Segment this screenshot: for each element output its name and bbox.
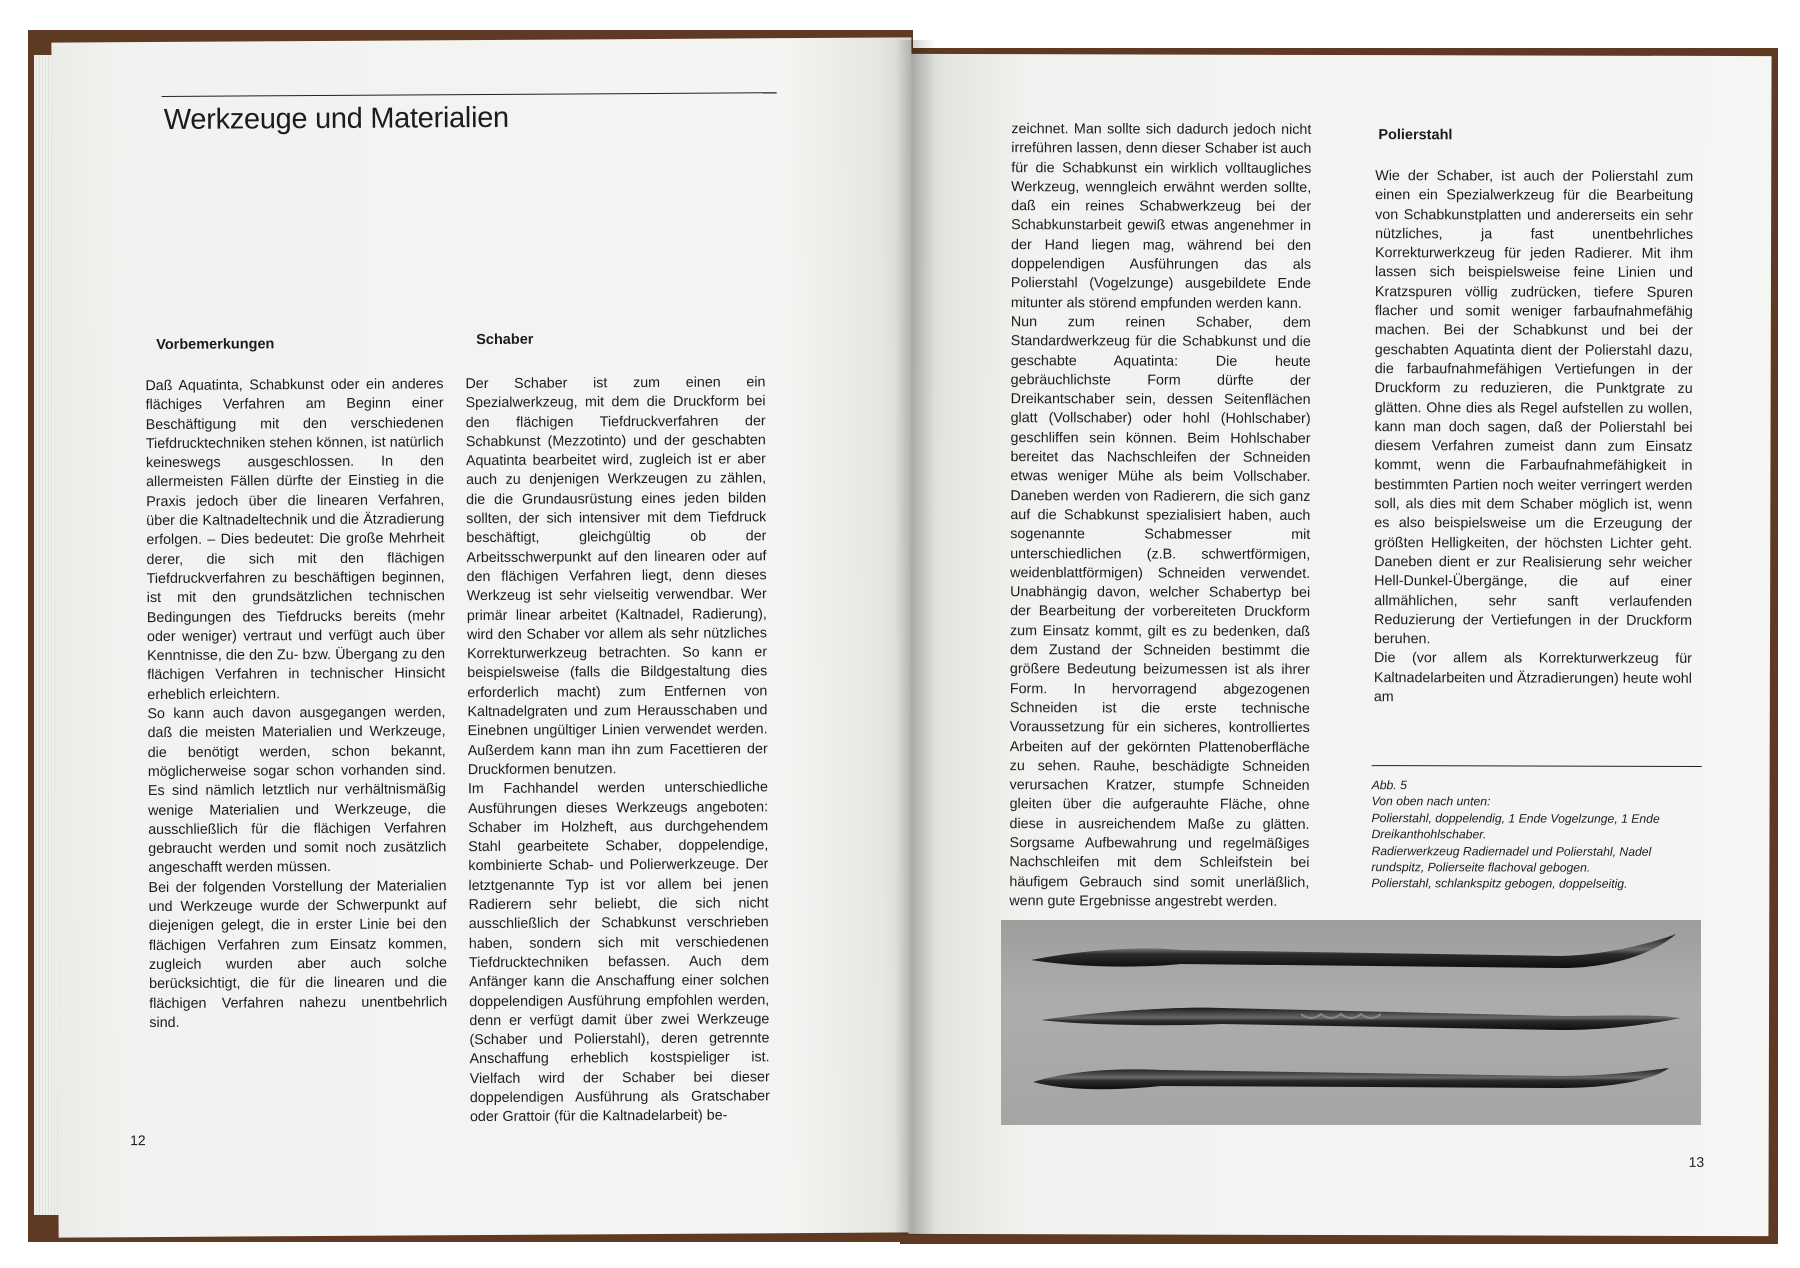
- page-number: 12: [130, 1132, 146, 1149]
- tool-polierstahl-schlankspitz: [1033, 1068, 1669, 1089]
- paragraph: zeichnet. Man sollte sich dadurch jedoch nicht irreführen lassen, denn dieser Schaber ist auch für die Schabkunst ein wirklich volltaugliches Werkzeug, wenngleich erwähnt werden sollte, daß ein reines Schabwerkzeug bei der Schabkunstarbeit gewiß etwas angenehmer in der Hand liegen mag, während bei den doppelendigen Ausführungen das als Polierstahl (Vogelzunge) ausgebildete Ende mitunter als störend empfunden werden kann.: [1010, 121, 1312, 312]
- top-rule: [162, 92, 777, 97]
- page-number: 13: [1688, 1153, 1705, 1170]
- caption-line: Polierstahl, schlankspitz gebogen, doppelseitig.: [1371, 876, 1628, 892]
- tools-photograph: [1001, 920, 1701, 1125]
- caption-rule: [1372, 765, 1702, 767]
- text-column-vorbemerkungen: [145, 375, 447, 1033]
- caption-line: Von oben nach unten:: [1371, 794, 1491, 809]
- figure-caption: [1371, 777, 1701, 893]
- paragraph: Nun zum reinen Schaber, dem Standardwerkzeug für die Schabkunst und die geschabte Aquatinta: Die heute gebräuchlichste Form dürfte der Dreikantschaber sein, dessen Seitenflächen glatt (Vollschaber) oder hohl (Hohlschaber) geschliffen sein können. Beim Hohlschaber bereitet das Nachschleifen der Schneiden etwas weniger Mühe als beim Vollschaber. Daneben werden von Radierern, die sich ganz auf die Schabkunst spezialisiert haben, auch sogenannte Schabmesser mit unterschiedlichen (z.B. schwertförmigen, weidenblattförmigen) Schneiden verwendet. Unabhängig davon, welcher Schabertyp bei der Bearbeitung der vorbereiteten Druckform zum Einsatz kommt, gilt es zu bedenken, daß dem Zustand der Schneiden bestimmt die größere Bedeutung beizumessen ist als ihrer Form. In hervorragend abgezogenen Schneiden ist die erste technische Voraussetzung für ein sicheres, kontrolliertes Arbeiten auf der gekörnten Plattenoberfläche zu sehen. Rauhe, beschädigte Schneiden verursachen Kratzer, stumpfe Schneiden gleiten über die aufgerauhte Fläche, ohne diese in ausreichendem Maße zu glätten. Sorgsame Aufbewahrung und regelmäßiges Nachschleifen mit dem Schleifstein bei häufigem Gebrauch sind somit unerläßlich, wenn gute Ergebnisse angestrebt werden.: [1009, 314, 1311, 910]
- left-page: [51, 37, 918, 1237]
- tool-radierwerkzeug: [1041, 1008, 1681, 1030]
- tool-polierstahl-doppelendig: [1031, 934, 1676, 968]
- section-heading-schaber: Schaber: [476, 331, 534, 349]
- section-heading-polierstahl: Polierstahl: [1378, 127, 1453, 144]
- caption-label: Abb. 5: [1371, 778, 1407, 793]
- caption-line: Polierstahl, doppelendig, 1 Ende Vogelzunge, 1 Ende Dreikanthohlschaber.: [1371, 810, 1660, 842]
- text-column-continued: [1009, 120, 1311, 912]
- paragraph: Daß Aquatinta, Schabkunst oder ein anderes flächiges Verfahren am Beginn einer Beschäftigung mit den verschiedenen Tiefdrucktechniken stehen können, ist natürlich keineswegs ausgeschlossen. In den allermeisten Fällen dürfte der Einstieg in die Praxis jedoch über die linearen Verfahren, über die Kaltnadeltechnik und die Ätzradierung erfolgen. – Dies bedeutet: Die große Mehrheit derer, die sich mit den flächigen Tiefdruckverfahren zu beschäftigen beginnen, ist mit den grundsätzlichen technischen Bedingungen des Tiefdrucks bereits (mehr oder weniger) vertraut und verfügt auch über Kenntnisse, die den Zu- bzw. Übergang zu den flächigen Verfahren in technischer Hinsicht erheblich erleichtern.: [145, 376, 446, 703]
- paragraph: So kann auch davon ausgegangen werden, daß die meisten Materialien und Werkzeuge, die benötigt werden, schon bekannt, möglicherweise sogar schon vorhanden sind. Es sind nämlich letztlich nur verhältnismäßig wenige Materialien und Werkzeuge, die ausschließlich für die flächigen Verfahren gebraucht werden und somit noch zusätzlich angeschafft werden müssen.: [147, 704, 447, 877]
- paragraph: Bei der folgenden Vorstellung der Materialien und Werkzeuge wurde der Schwerpunkt auf diejenigen gelegt, die in erster Linie bei den flächigen Verfahren zum Einsatz kommen, zugleich wurden aber auch solche berücksichtigt, die für die linearen und die flächigen Verfahren nahezu unentbehrlich sind.: [148, 877, 448, 1031]
- text-column-polierstahl: [1374, 167, 1693, 708]
- paragraph: Der Schaber ist zum einen ein Spezialwerkzeug, mit dem die Druckform bei den flächigen Tiefdruckverfahren der Schabkunst (Mezzotinto) und der geschabten Aquatinta bearbeitet wird, zugleich ist er aber auch zu denjenigen Werkzeugen zu zählen, die die Grundausrüstung eines jeden bilden sollten, der sich intensiver mit dem Tiefdruck beschäftigt, gleichgültig ob der Arbeitsschwerpunkt auf den linearen oder auf den flächigen Verfahren liegt, denn dieses Werkzeug ist sehr vielseitig verwendbar. Wer primär linear arbeitet (Kaltnadel, Radierung), wird den Schaber vor allem als sehr nützliches Korrekturwerkzeug betrachten. So kann er beispielsweise (falls die Bildgestaltung dies erforderlich macht) zum Entfernen von Kaltnadelgraten und zum Herausschaben und Einebnen ungültiger Linien verwendet werden. Außerdem kann man ihn zum Facettieren der Druckformen benutzen.: [465, 374, 768, 779]
- paragraph: Die (vor allem als Korrekturwerkzeug für Kaltnadelarbeiten und Ätzradierungen) heute wohl am: [1373, 650, 1692, 706]
- tools-illustration: [1001, 920, 1701, 1125]
- chapter-title: Werkzeuge und Materialien: [163, 101, 509, 136]
- text-column-schaber: [465, 373, 770, 1127]
- spine-shadow: [895, 40, 935, 1235]
- paragraph: Wie der Schaber, ist auch der Polierstahl zum einen ein Spezialwerkzeug für die Bearbeitung von Schabkunstplatten und andererseits ein sehr nützliches, ja fast unentbehrliches Korrekturwerkzeug für jeden Radierer. Mit ihm lassen sich beispielsweise feine Linien und Kratzspuren völlig zudrücken, tiefere Spuren flacher und somit weniger farbaufnahmefähig machen. Bei der Schabkunst und bei der geschabten Aquatinta dient der Polierstahl dazu, die farbaufnahmefähigen Vertiefungen in der Druckform zu reduzieren, die Punktgrate zu glätten. Ohne dies als Regel aufstellen zu wollen, kann man doch sagen, daß der Polierstahl bei diesem Verfahren zumeist dann zum Einsatz kommt, wenn die Farbaufnahmefähigkeit in bestimmten Partien noch weiter verringert werden soll, als dies mit dem Schaber möglich ist, wenn es also beispielsweise um die Erzeugung der größten Helligkeiten, der höchsten Lichter geht. Daneben dient er zur Realisierung sehr weicher Hell-Dunkel-Übergänge, die auf einer allmählichen, sehr sanft verlaufenden Reduzierung der Vertiefungen in der Druckform beruhen.: [1373, 168, 1694, 648]
- caption-line: Radierwerkzeug Radiernadel und Polierstahl, Nadel rundspitz, Polierseite flachoval gebogen.: [1371, 843, 1652, 875]
- section-heading-vorbemerkungen: Vorbemerkungen: [156, 336, 275, 354]
- paragraph: Im Fachhandel werden unterschiedliche Ausführungen dieses Werkzeugs angeboten: Schaber im Holzheft, aus durchgehendem Stahl gearbeitete Schaber, doppelendige, kombinierte Schab- und Polierwerkzeuge. Der letztgenannte Typ ist vor allem bei jenen Radierern sehr beliebt, die sich nicht ausschließlich der Schabkunst verschrieben haben, sondern sich mit verschiedenen Tiefdrucktechniken befassen. Auch dem Anfänger kann die Anschaffung einer solchen doppelendigen Ausführung empfohlen werden, denn er verfügt damit über zwei Werkzeuge (Schaber und Polierstahl), deren getrennte Anschaffung erheblich kostspieliger ist. Vielfach wird der Schaber bei dieser doppelendigen Ausführung als Gratschaber oder Grattoir (für die Kaltnadelarbeit) be-: [467, 779, 770, 1126]
